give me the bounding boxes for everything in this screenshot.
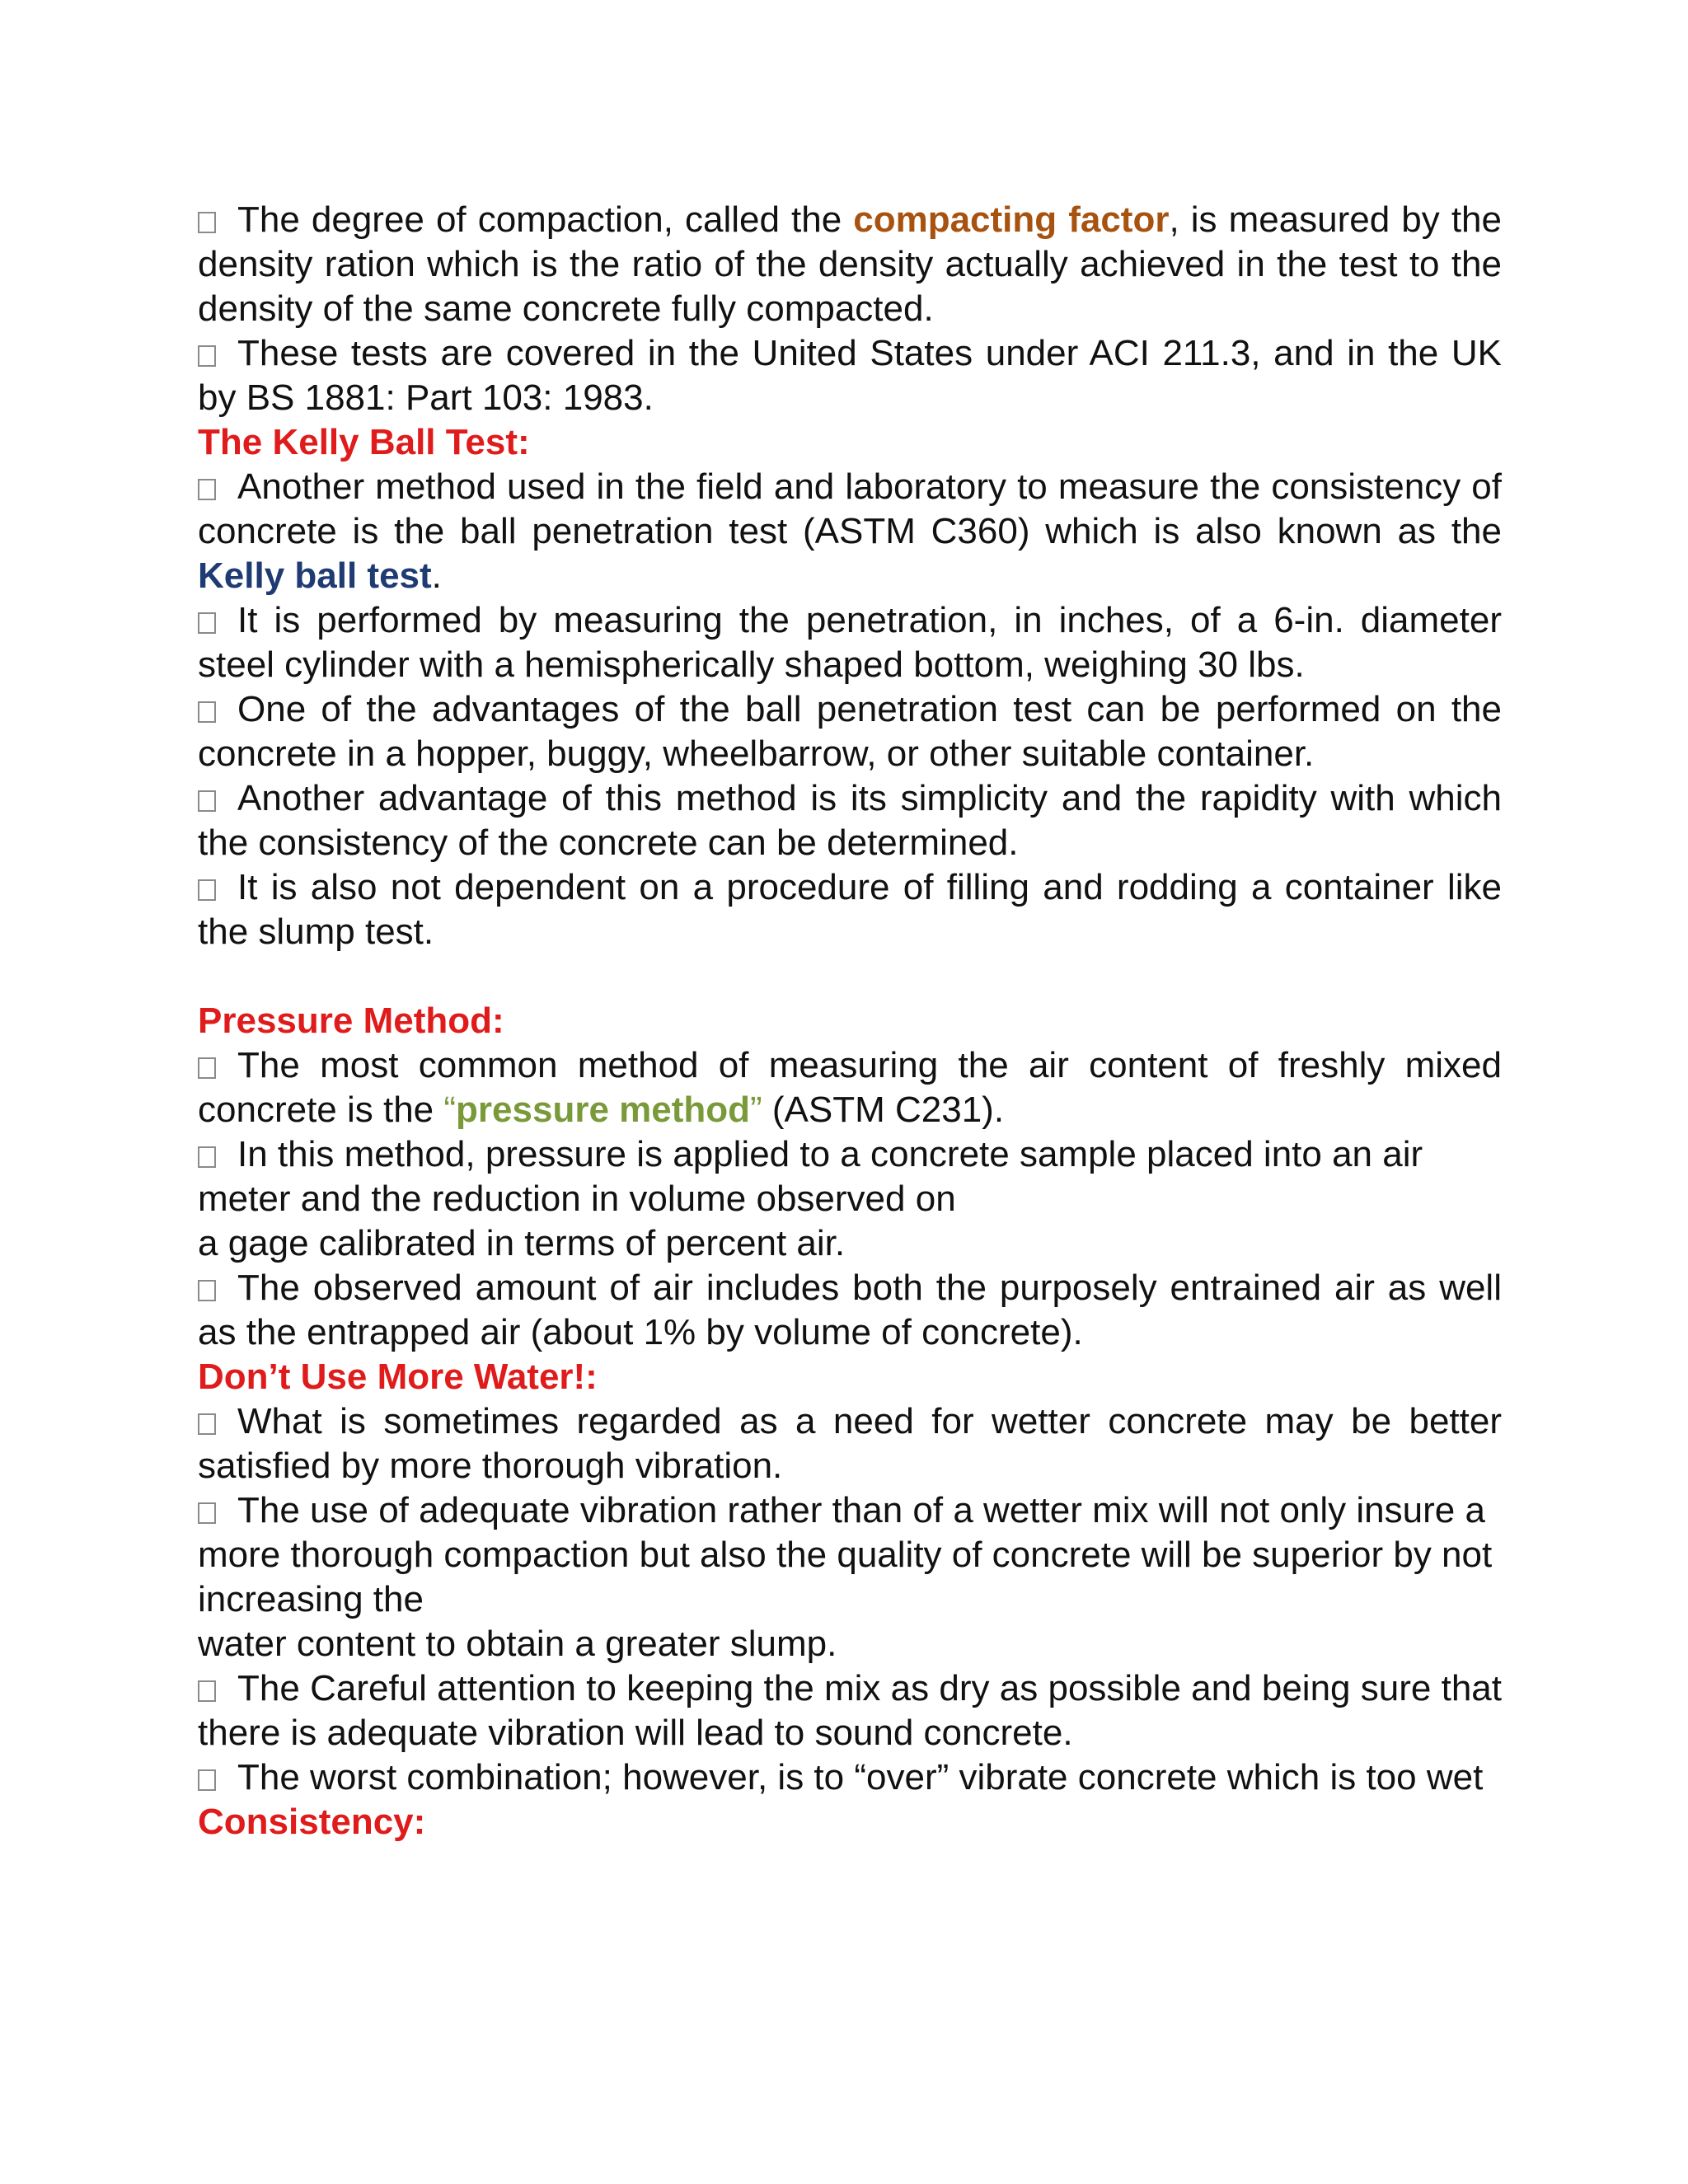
checkbox-square-icon: [198, 1769, 216, 1791]
heading-pressure-method: Pressure Method:: [198, 1001, 504, 1041]
checkbox-square-icon: [198, 1057, 216, 1079]
checkbox-square-icon: [198, 1502, 216, 1524]
paragraph-pressure-procedure: In this method, pressure is applied to a concrete sample placed into an air meter and the reduction in volume observed on: [198, 1134, 1423, 1219]
paragraph-kelly-advantage-1: One of the advantages of the ball penetration test can be performed on the concrete in a hopper, buggy, wheelbarrow, or other suitable container.: [198, 689, 1502, 774]
checkbox-square-icon: [198, 1146, 216, 1168]
checkbox-square-icon: [198, 701, 216, 723]
paragraph-water-2-cont: water content to obtain a greater slump.: [198, 1624, 837, 1664]
document-body: [198, 198, 1502, 1844]
paragraph-compacting-factor: The degree of compaction, called the compacting factor, is measured by the density ration which is the ratio of the density actually achieved in the test to the density of the same concrete fully compacted.: [198, 199, 1502, 329]
paragraph-water-1: What is sometimes regarded as a need for wetter concrete may be better satisfied by more thorough vibration.: [198, 1401, 1502, 1486]
paragraph-standards: These tests are covered in the United States under ACI 211.3, and in the UK by BS 1881: Part 103: 1983.: [198, 333, 1502, 418]
checkbox-square-icon: [198, 479, 216, 500]
checkbox-square-icon: [198, 212, 216, 233]
checkbox-square-icon: [198, 879, 216, 901]
paragraph-kelly-advantage-3: It is also not dependent on a procedure of filling and rodding a container like the slump test.: [198, 867, 1502, 952]
term-compacting-factor: compacting factor: [853, 199, 1170, 240]
checkbox-square-icon: [198, 612, 216, 634]
term-kelly-ball-test: Kelly ball test: [198, 555, 432, 596]
checkbox-square-icon: [198, 1413, 216, 1435]
paragraph-kelly-intro: Another method used in the field and laboratory to measure the consistency of concrete is the ball penetration test (ASTM C360) which is also known as the Kelly ball test.: [198, 466, 1502, 596]
checkbox-square-icon: [198, 790, 216, 812]
checkbox-square-icon: [198, 1680, 216, 1702]
heading-kelly-ball-test: The Kelly Ball Test:: [198, 422, 530, 462]
paragraph-pressure-intro: The most common method of measuring the air content of freshly mixed concrete is the “pressure method” (ASTM C231).: [198, 1045, 1502, 1130]
paragraph-kelly-procedure: It is performed by measuring the penetration, in inches, of a 6-in. diameter steel cylinder with a hemispherically shaped bottom, weighing 30 lbs.: [198, 600, 1502, 685]
term-pressure-method: pressure method: [456, 1090, 751, 1130]
heading-consistency: Consistency:: [198, 1802, 426, 1842]
checkbox-square-icon: [198, 345, 216, 367]
paragraph-pressure-procedure-cont: a gage calibrated in terms of percent air.: [198, 1223, 846, 1263]
paragraph-water-3: The Careful attention to keeping the mix as dry as possible and being sure that there is adequate vibration will lead to sound concrete.: [198, 1668, 1502, 1753]
paragraph-water-2: The use of adequate vibration rather than of a wetter mix will not only insure a more thorough compaction but also the quality of concrete will be superior by not increasing the: [198, 1490, 1493, 1619]
paragraph-kelly-advantage-2: Another advantage of this method is its simplicity and the rapidity with which the consistency of the concrete can be determined.: [198, 778, 1502, 863]
paragraph-water-4: The worst combination; however, is to “over” vibrate concrete which is too wet: [198, 1755, 1502, 1800]
paragraph-pressure-observed: The observed amount of air includes both the purposely entrained air as well as the entrapped air (about 1% by volume of concrete).: [198, 1268, 1502, 1352]
checkbox-square-icon: [198, 1280, 216, 1301]
heading-dont-use-more-water: Don’t Use More Water!:: [198, 1357, 598, 1397]
